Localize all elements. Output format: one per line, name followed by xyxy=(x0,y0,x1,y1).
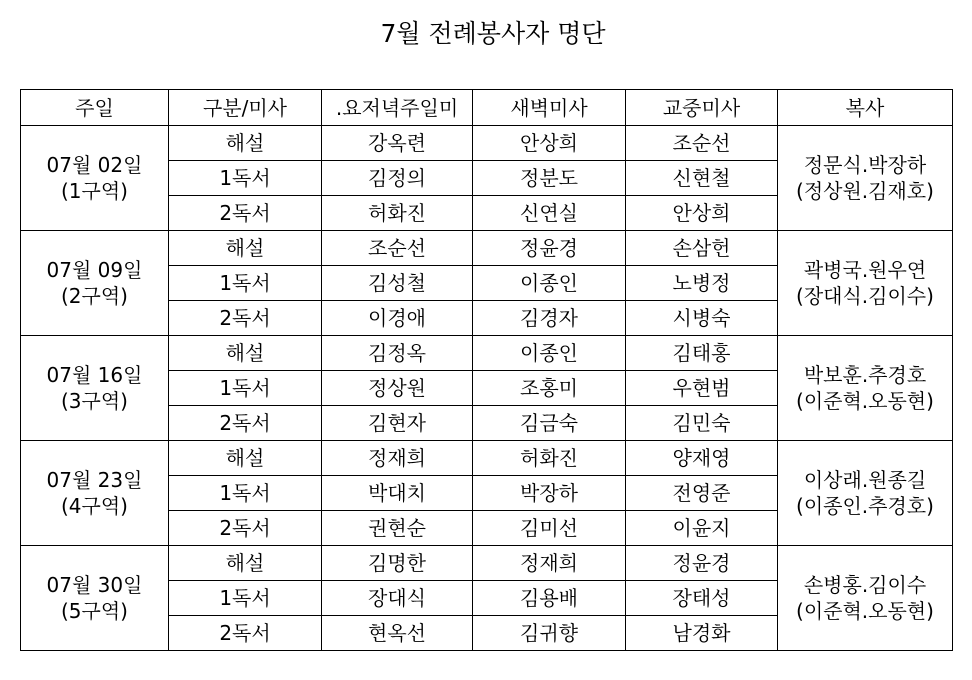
dawn-mass-cell: 이종인 xyxy=(473,266,626,301)
main-mass-cell: 시병숙 xyxy=(626,301,778,336)
saturday-mass-cell: 조순선 xyxy=(322,231,473,266)
altar-servers-cell xyxy=(778,126,953,231)
role-cell: 1독서 xyxy=(169,266,322,301)
sunday-cell xyxy=(21,546,169,651)
altar-servers-backup: (장대식.김이수) xyxy=(796,284,934,308)
saturday-mass-cell: 김정의 xyxy=(322,161,473,196)
dawn-mass-cell: 정재희 xyxy=(473,546,626,581)
saturday-mass-cell: 강옥련 xyxy=(322,126,473,161)
header-cell-sunday: 주일 xyxy=(21,90,169,126)
table-row xyxy=(21,336,953,371)
altar-servers-main: 박보훈.추경호 xyxy=(803,363,927,387)
dawn-mass-cell: 안상희 xyxy=(473,126,626,161)
header-cell-main-mass: 교중미사 xyxy=(626,90,778,126)
saturday-mass-cell: 현옥선 xyxy=(322,616,473,651)
zone-label: (3구역) xyxy=(61,389,128,413)
role-cell: 2독서 xyxy=(169,511,322,546)
role-cell: 해설 xyxy=(169,441,322,476)
dawn-mass-cell: 김경자 xyxy=(473,301,626,336)
table-row xyxy=(21,546,953,581)
role-cell: 2독서 xyxy=(169,406,322,441)
role-cell: 해설 xyxy=(169,546,322,581)
dawn-mass-cell: 김용배 xyxy=(473,581,626,616)
roster-body xyxy=(21,126,953,651)
main-mass-cell: 안상희 xyxy=(626,196,778,231)
saturday-mass-cell: 정재희 xyxy=(322,441,473,476)
role-cell: 해설 xyxy=(169,126,322,161)
header-row xyxy=(21,90,953,126)
altar-servers-backup: (이준혁.오동현) xyxy=(796,599,934,623)
saturday-mass-cell: 김현자 xyxy=(322,406,473,441)
main-mass-cell: 손삼헌 xyxy=(626,231,778,266)
altar-servers-main: 손병홍.김이수 xyxy=(803,573,927,597)
saturday-mass-cell: 박대치 xyxy=(322,476,473,511)
main-mass-cell: 우현범 xyxy=(626,371,778,406)
dawn-mass-cell: 정분도 xyxy=(473,161,626,196)
role-cell: 2독서 xyxy=(169,301,322,336)
sunday-date: 07월 23일 xyxy=(46,468,143,492)
role-cell: 해설 xyxy=(169,231,322,266)
sunday-cell xyxy=(21,336,169,441)
role-cell: 해설 xyxy=(169,336,322,371)
table-row xyxy=(21,441,953,476)
main-mass-cell: 김태홍 xyxy=(626,336,778,371)
altar-servers-cell xyxy=(778,546,953,651)
saturday-mass-cell: 정상원 xyxy=(322,371,473,406)
main-mass-cell: 이윤지 xyxy=(626,511,778,546)
main-mass-cell: 조순선 xyxy=(626,126,778,161)
dawn-mass-cell: 김금숙 xyxy=(473,406,626,441)
dawn-mass-cell: 김귀향 xyxy=(473,616,626,651)
main-mass-cell: 양재영 xyxy=(626,441,778,476)
dawn-mass-cell: 김미선 xyxy=(473,511,626,546)
zone-label: (4구역) xyxy=(61,494,128,518)
table-row xyxy=(21,231,953,266)
altar-servers-cell xyxy=(778,231,953,336)
altar-servers-main: 정문식.박장하 xyxy=(803,153,927,177)
dawn-mass-cell: 조홍미 xyxy=(473,371,626,406)
page-title: 7월 전례봉사자 명단 xyxy=(380,19,606,48)
main-mass-cell: 노병정 xyxy=(626,266,778,301)
main-mass-cell: 남경화 xyxy=(626,616,778,651)
sunday-date: 07월 09일 xyxy=(46,258,143,282)
main-mass-cell: 전영준 xyxy=(626,476,778,511)
role-cell: 1독서 xyxy=(169,476,322,511)
zone-label: (2구역) xyxy=(61,284,128,308)
altar-servers-backup: (이준혁.오동현) xyxy=(796,389,934,413)
sunday-cell xyxy=(21,126,169,231)
table-row xyxy=(21,126,953,161)
role-cell: 1독서 xyxy=(169,371,322,406)
main-mass-cell: 신현철 xyxy=(626,161,778,196)
dawn-mass-cell: 이종인 xyxy=(473,336,626,371)
sunday-cell xyxy=(21,231,169,336)
altar-servers-backup: (이종인.추경호) xyxy=(796,494,934,518)
main-mass-cell: 김민숙 xyxy=(626,406,778,441)
saturday-mass-cell: 김명한 xyxy=(322,546,473,581)
saturday-mass-cell: 김성철 xyxy=(322,266,473,301)
saturday-mass-cell: 이경애 xyxy=(322,301,473,336)
header-cell-altar-servers: 복사 xyxy=(778,90,953,126)
sunday-date: 07월 02일 xyxy=(46,153,143,177)
altar-servers-cell xyxy=(778,336,953,441)
altar-servers-cell xyxy=(778,441,953,546)
header-cell-saturday-mass: .요저녁주일미 xyxy=(322,90,473,126)
role-cell: 2독서 xyxy=(169,196,322,231)
header-cell-role: 구분/미사 xyxy=(169,90,322,126)
role-cell: 1독서 xyxy=(169,581,322,616)
saturday-mass-cell: 허화진 xyxy=(322,196,473,231)
header-cell-dawn-mass: 새벽미사 xyxy=(473,90,626,126)
sunday-date: 07월 16일 xyxy=(46,363,143,387)
dawn-mass-cell: 정윤경 xyxy=(473,231,626,266)
dawn-mass-cell: 박장하 xyxy=(473,476,626,511)
role-cell: 2독서 xyxy=(169,616,322,651)
zone-label: (1구역) xyxy=(61,179,128,203)
sunday-cell xyxy=(21,441,169,546)
sunday-date: 07월 30일 xyxy=(46,573,143,597)
role-cell: 1독서 xyxy=(169,161,322,196)
dawn-mass-cell: 허화진 xyxy=(473,441,626,476)
saturday-mass-cell: 김정옥 xyxy=(322,336,473,371)
dawn-mass-cell: 신연실 xyxy=(473,196,626,231)
main-mass-cell: 장태성 xyxy=(626,581,778,616)
zone-label: (5구역) xyxy=(61,599,128,623)
saturday-mass-cell: 권현순 xyxy=(322,511,473,546)
main-mass-cell: 정윤경 xyxy=(626,546,778,581)
altar-servers-backup: (정상원.김재호) xyxy=(796,179,934,203)
roster-table xyxy=(20,89,953,651)
altar-servers-main: 곽병국.원우연 xyxy=(803,258,927,282)
altar-servers-main: 이상래.원종길 xyxy=(803,468,927,492)
saturday-mass-cell: 장대식 xyxy=(322,581,473,616)
